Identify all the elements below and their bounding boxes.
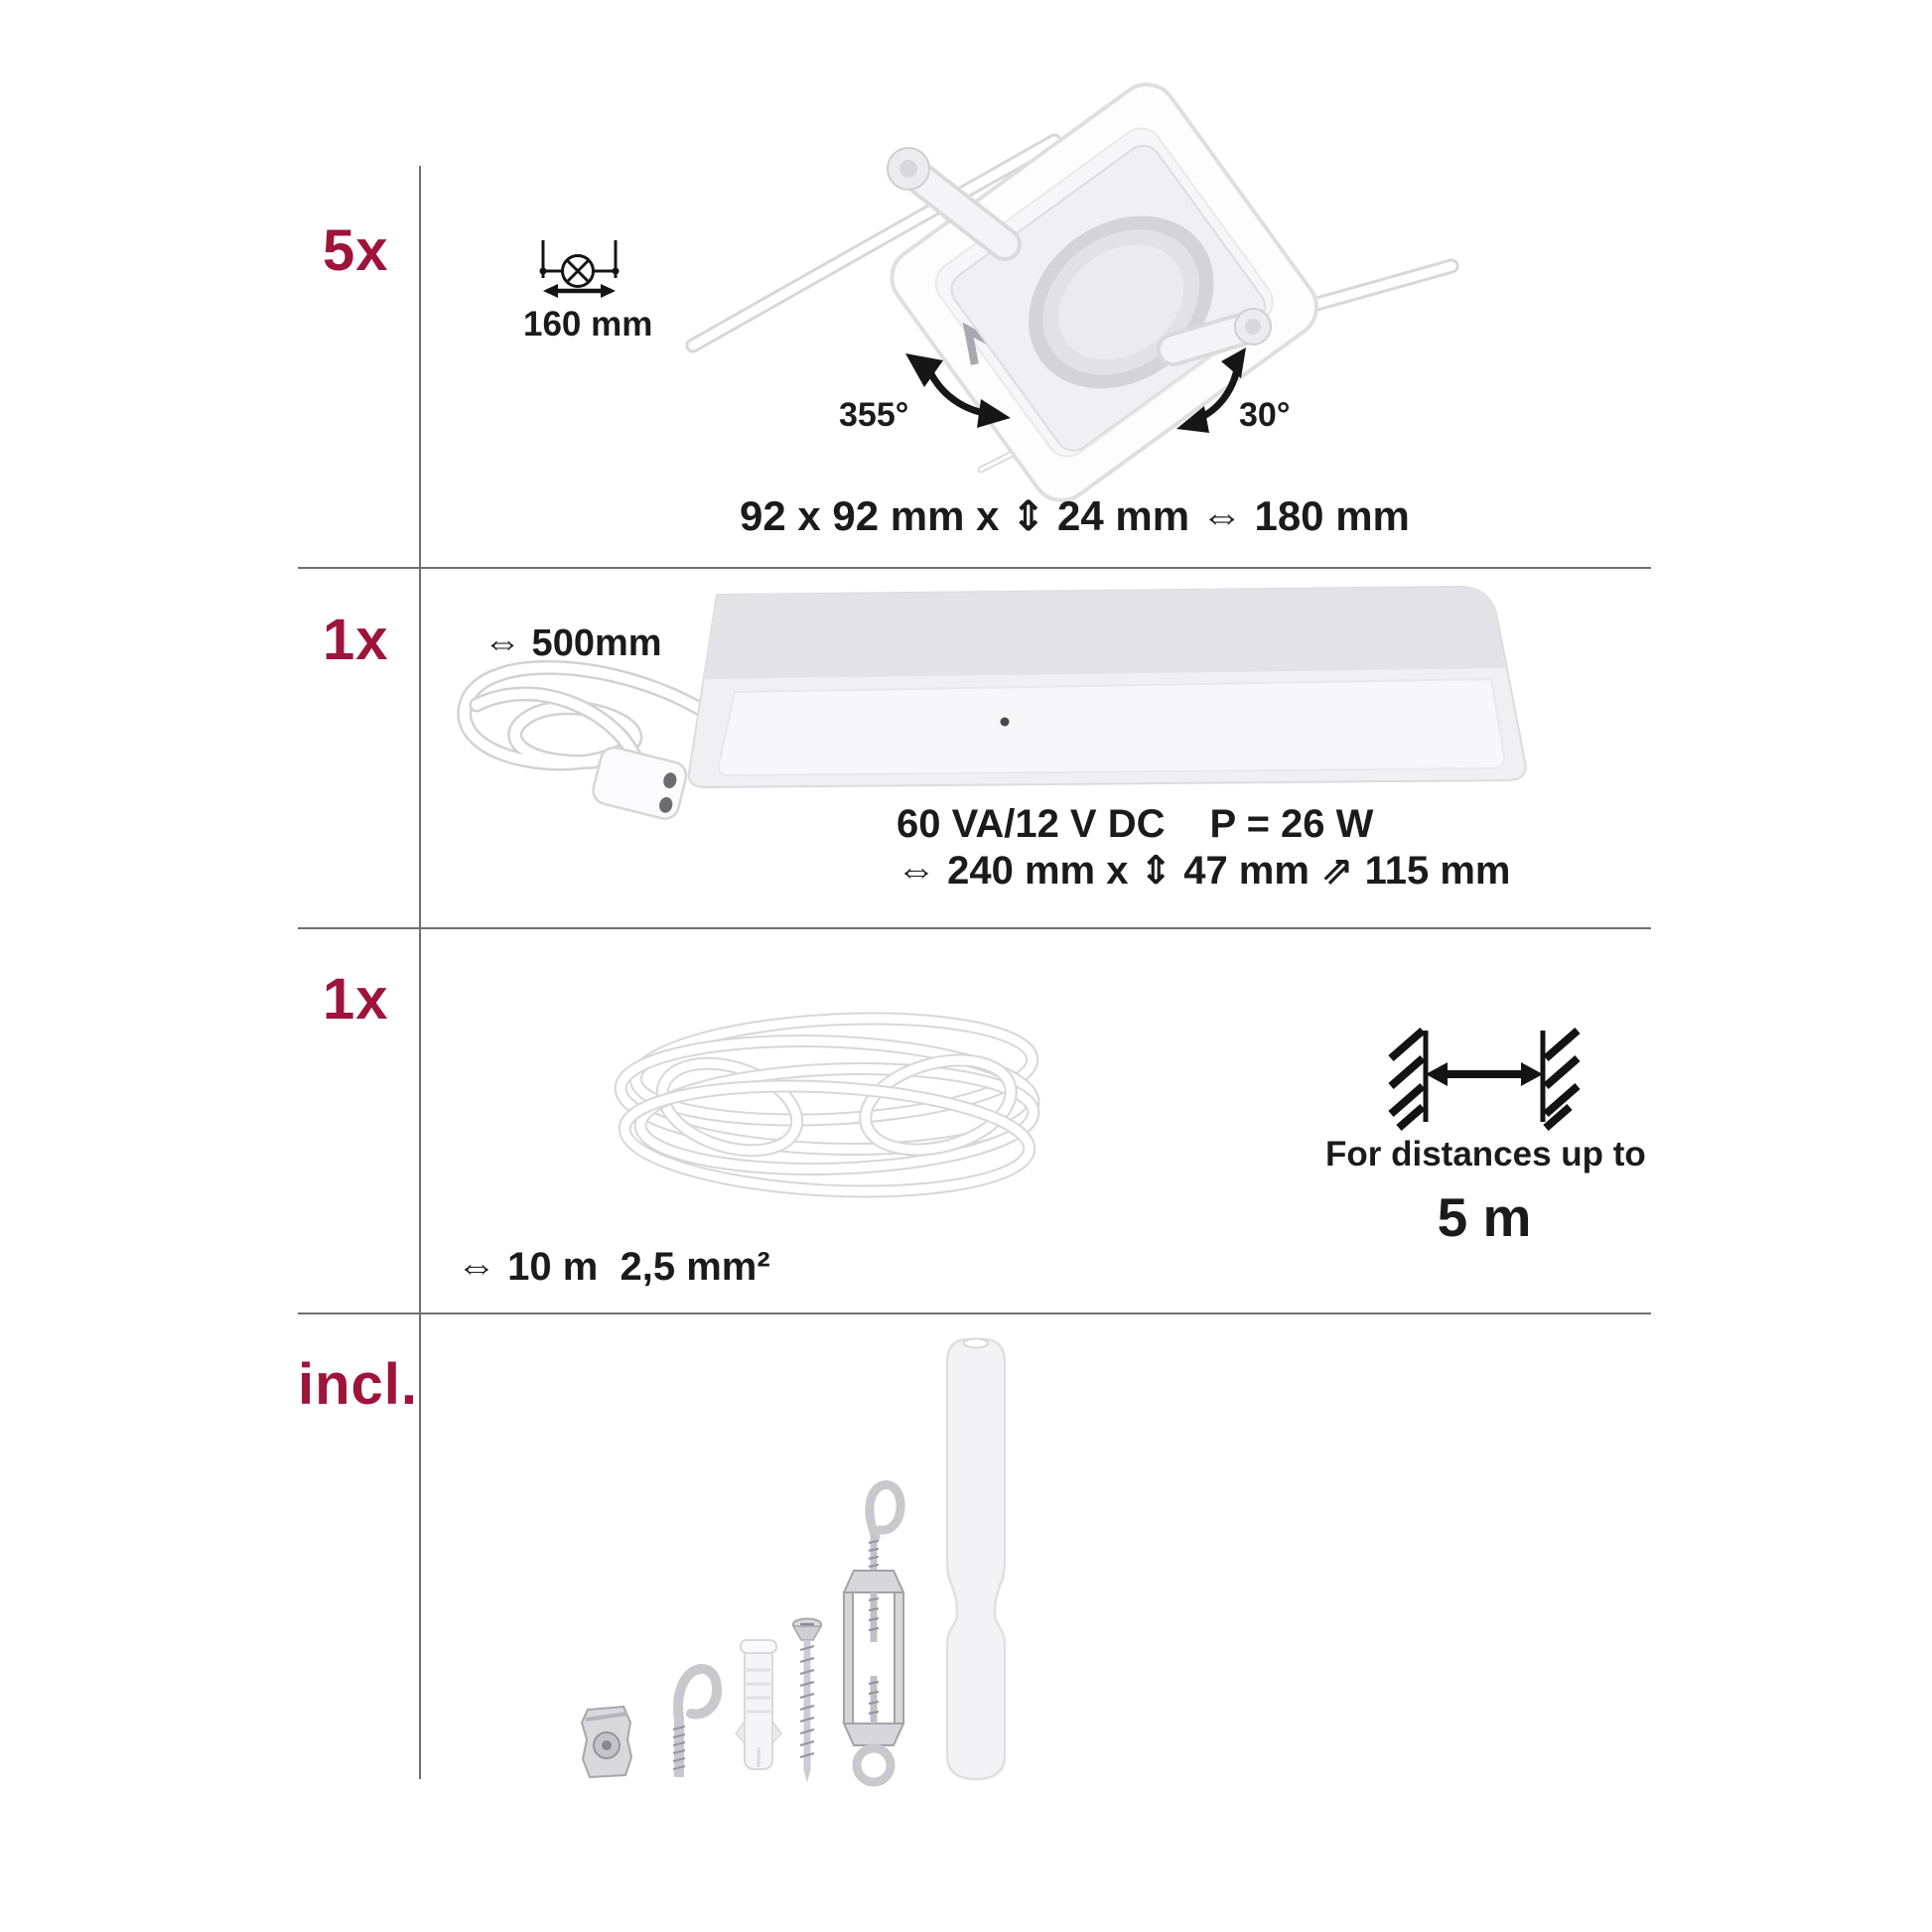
cover-sleeve-icon: [947, 1339, 1005, 1780]
transformer-cable: [465, 667, 710, 763]
spotlight-image: [685, 99, 1459, 496]
transformer-rating: 60 VA/12 V DC: [897, 802, 1166, 846]
cable-spec: ⇔ 10 m 2,5 mm²: [457, 1245, 770, 1289]
connector-plug: [591, 745, 689, 822]
row-divider-1: [298, 567, 1651, 569]
quantity-transformer: 1x: [323, 608, 389, 672]
quantity-cable: 1x: [323, 967, 389, 1032]
lamp-spacing-label: 160 mm: [523, 305, 653, 344]
quantity-spotlights: 5x: [323, 218, 389, 283]
transformer-cable-length: ⇔ 500mm: [483, 622, 662, 664]
column-divider: [419, 166, 421, 1779]
distance-caption: For distances up to: [1325, 1135, 1646, 1173]
turnbuckle-icon: [844, 1485, 903, 1782]
transformer-dimensions: ⇔ 240 mm x ⇕ 47 mm ⇗ 115 mm: [897, 849, 1511, 893]
row-divider-3: [298, 1312, 1651, 1314]
distance-value: 5 m: [1437, 1186, 1532, 1248]
wall-distance-icon: [1385, 1029, 1584, 1128]
screw-hook-icon: [673, 1669, 717, 1777]
wall-plug-icon: [736, 1640, 781, 1769]
mounting-hardware-image: [556, 1330, 1033, 1787]
quantity-included: incl.: [298, 1352, 419, 1417]
status-led: [1001, 718, 1010, 727]
spotlight-dimensions: 92 x 92 mm x ⇕ 24 mm ⇔ 180 mm: [740, 492, 1410, 539]
lamp-spacing-icon: [531, 238, 630, 304]
cable-coil-image: [611, 978, 1057, 1226]
screw-icon: [793, 1619, 821, 1784]
tilt-angle-label: 30°: [1239, 396, 1291, 434]
transformer-power: P = 26 W: [1209, 802, 1374, 846]
transformer-electrical: [897, 802, 1373, 846]
wire-clamp-icon: [582, 1707, 631, 1777]
spotlight-body: [881, 72, 1328, 512]
swivel-angle-label: 355°: [839, 396, 909, 434]
row-divider-2: [298, 927, 1651, 929]
